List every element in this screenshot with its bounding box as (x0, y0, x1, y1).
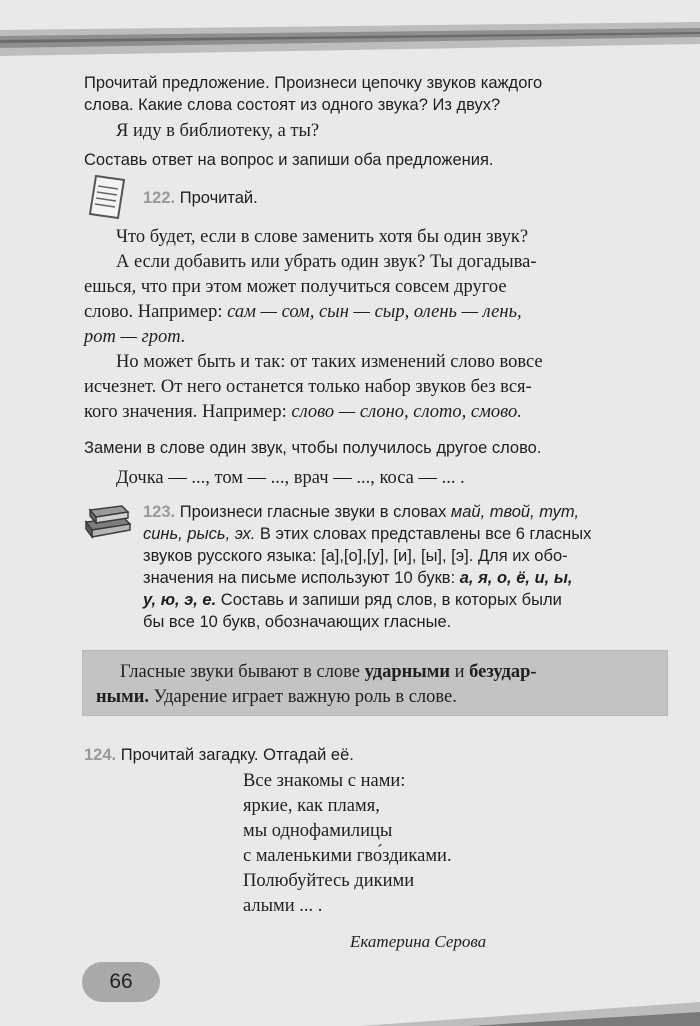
exercise-123-text: 123. Произнеси гласные звуки в словах май, твой, тут, синь, рысь, эх. В этих словах представлены все 6 гласных звуков русского языка: [а],[о],[у], [и], [ы], [э]. Для их обо- значения на письме используют 10 букв: а, я, о, ё, и, ы, у, ю, э, е. Составь и запиши ряд слов, в которых были бы все 10 букв, обозначающих гласные. (143, 503, 592, 631)
exercise-124-number: 124. (84, 746, 117, 764)
poem-author: Екатерина Серова (350, 932, 487, 951)
intro-instruction (84, 72, 674, 116)
poem-line: Полюбуйтесь дикими (243, 871, 415, 891)
poem-line: мы однофамилицы (243, 821, 393, 841)
vowel-letters: а, я, о, ё, и, ы, (459, 569, 573, 587)
books-icon (80, 500, 132, 540)
poem-line: алыми ... . (243, 896, 323, 916)
intro-task: Составь ответ на вопрос и запиши оба предложения. (84, 151, 494, 169)
poem-line: с маленькими гво́здиками. (243, 846, 452, 866)
page-number: 66 (82, 962, 160, 1002)
riddle-poem (243, 769, 643, 919)
document-icon (88, 174, 128, 220)
exercise-124-heading: 124. Прочитай загадку. Отгадай её. (84, 746, 354, 764)
intro-line-1: Прочитай предложение. Произнеси цепочку звуков каждого (84, 74, 543, 92)
exercise-122-heading: 122. Прочитай. (143, 189, 258, 207)
intro-sentence: Я иду в библиотеку, а ты? (116, 121, 320, 141)
example-words: слово — слоно, слото, смово. (291, 402, 522, 422)
exercise-123-number: 123. (143, 503, 176, 521)
exercise-122-text: Что будет, если в слове заменить хотя бы один звук? А если добавить или убрать один звук? Ты догадыва- ешься, что при этом может получиться совсем другое слово. Например: сам — сом, сын — сыр, олень — лень, рот — грот. Но может быть и так: от таких изменений слово вовсе исчезнет. От него останется только набор звуков без вся- кого значения. Например: слово — слоно, слото, смово. (84, 227, 543, 422)
intro-line-2: слова. Какие слова состоят из одного звука? Из двух? (84, 96, 501, 114)
example-pairs: сам — сом, сын — сыр, олень — лень, (227, 302, 522, 322)
exercise-122-words: Дочка — ..., том — ..., врач — ..., коса — ... . (116, 468, 465, 488)
poem-line: Все знакомы с нами: (243, 771, 406, 791)
footer-band (0, 990, 700, 1026)
rule-box: Гласные звуки бывают в слове ударными и безудар- ными. Ударение играет важную роль в слове. (82, 650, 668, 716)
exercise-122-number: 122. (143, 189, 176, 207)
poem-line: яркие, как пламя, (243, 796, 380, 816)
exercise-122-task: Замени в слове один звук, чтобы получилось другое слово. (84, 439, 542, 457)
